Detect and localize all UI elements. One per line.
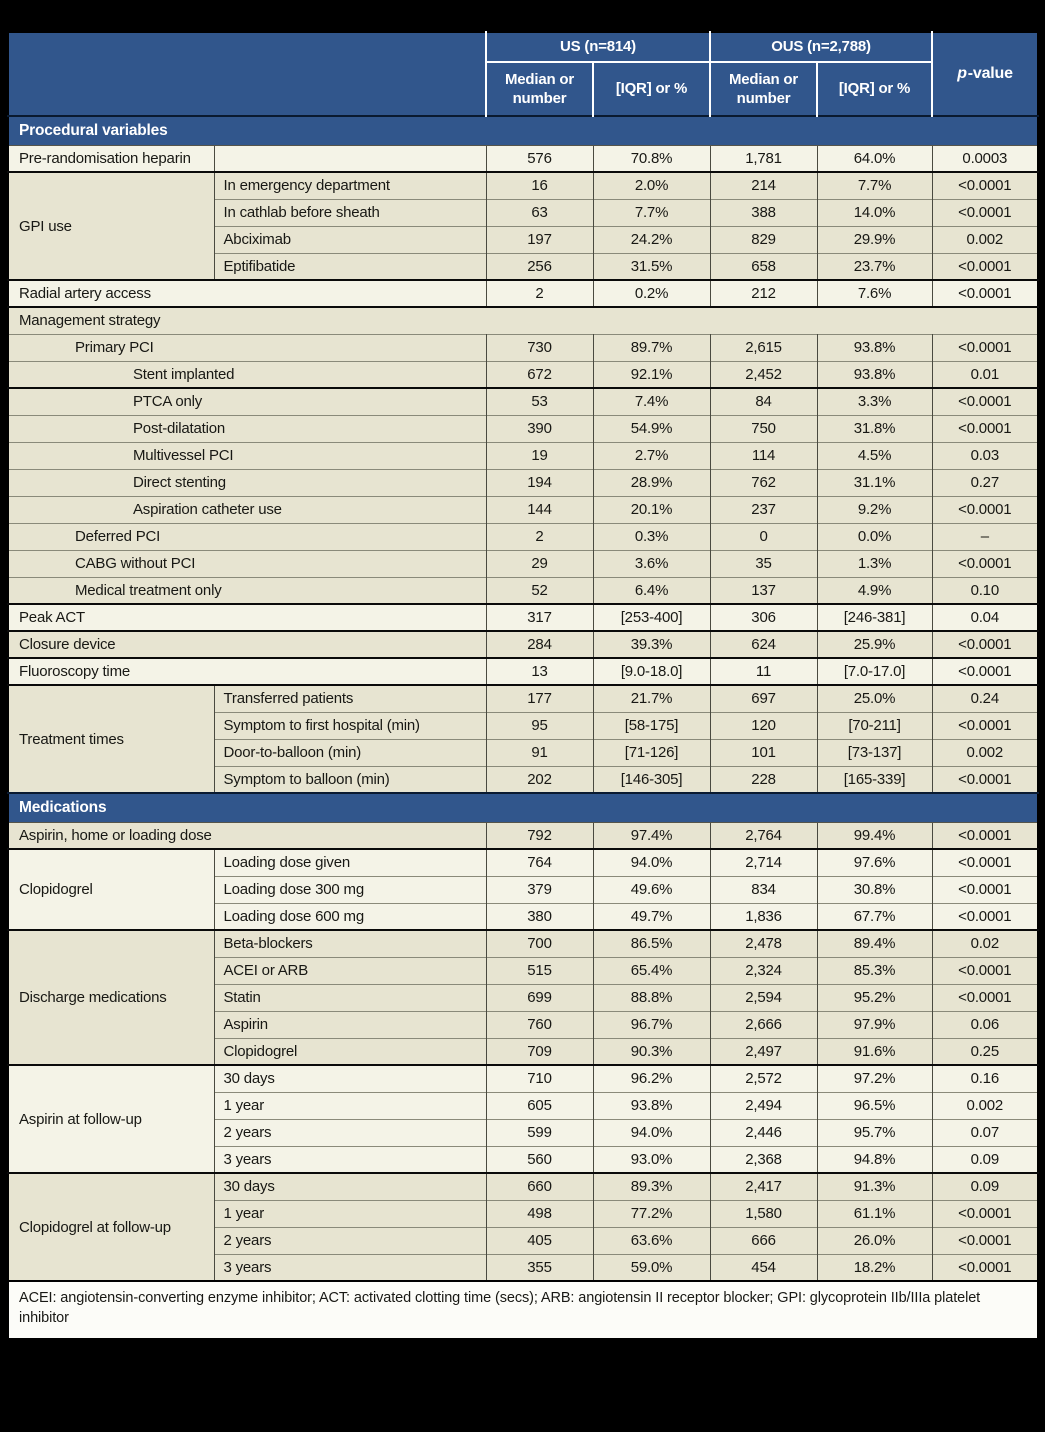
value-cell: 599: [486, 1119, 593, 1146]
value-cell: 829: [710, 226, 817, 253]
value-cell: 0.27: [932, 469, 1038, 496]
value-cell: 101: [710, 739, 817, 766]
row-label: Aspirin, home or loading dose: [8, 822, 486, 849]
value-cell: 97.4%: [593, 822, 710, 849]
value-cell: 70.8%: [593, 145, 710, 172]
value-cell: 0.02: [932, 930, 1038, 957]
value-cell: 31.1%: [817, 469, 932, 496]
value-cell: [73-137]: [817, 739, 932, 766]
value-cell: 63: [486, 199, 593, 226]
table-row: [8, 577, 1038, 604]
row-label: Multivessel PCI: [8, 442, 486, 469]
value-cell: <0.0001: [932, 253, 1038, 280]
row-sublabel: Symptom to balloon (min): [214, 766, 486, 793]
value-cell: 86.5%: [593, 930, 710, 957]
value-cell: 1.3%: [817, 550, 932, 577]
value-cell: 89.4%: [817, 930, 932, 957]
value-cell: 2.7%: [593, 442, 710, 469]
row-label: Deferred PCI: [8, 523, 486, 550]
row-label: Direct stenting: [8, 469, 486, 496]
section-band: [8, 116, 1038, 145]
value-cell: 94.0%: [593, 849, 710, 876]
value-cell: 96.7%: [593, 1011, 710, 1038]
value-cell: 202: [486, 766, 593, 793]
value-cell: 0.0%: [817, 523, 932, 550]
value-cell: <0.0001: [932, 631, 1038, 658]
value-cell: 0.04: [932, 604, 1038, 631]
row-sublabel: 2 years: [214, 1227, 486, 1254]
value-cell: 93.8%: [817, 334, 932, 361]
value-cell: 2.0%: [593, 172, 710, 199]
value-cell: 709: [486, 1038, 593, 1065]
value-cell: 29: [486, 550, 593, 577]
row-sublabel: In cathlab before sheath: [214, 199, 486, 226]
value-cell: 228: [710, 766, 817, 793]
value-cell: <0.0001: [932, 1227, 1038, 1254]
value-cell: 20.1%: [593, 496, 710, 523]
value-cell: 2,714: [710, 849, 817, 876]
value-cell: [146-305]: [593, 766, 710, 793]
value-cell: 0.06: [932, 1011, 1038, 1038]
value-cell: 388: [710, 199, 817, 226]
value-cell: <0.0001: [932, 957, 1038, 984]
value-cell: <0.0001: [932, 1200, 1038, 1227]
value-cell: [9.0-18.0]: [593, 658, 710, 685]
group-label: Treatment times: [8, 685, 214, 793]
value-cell: 379: [486, 876, 593, 903]
row-label: Stent implanted: [8, 361, 486, 388]
value-cell: 25.9%: [817, 631, 932, 658]
value-cell: 0.2%: [593, 280, 710, 307]
table-row: [8, 822, 1038, 849]
value-cell: <0.0001: [932, 199, 1038, 226]
value-cell: 498: [486, 1200, 593, 1227]
value-cell: 0.0003: [932, 145, 1038, 172]
value-cell: 7.6%: [817, 280, 932, 307]
value-cell: 89.3%: [593, 1173, 710, 1200]
value-cell: 214: [710, 172, 817, 199]
value-cell: 660: [486, 1173, 593, 1200]
value-cell: 35: [710, 550, 817, 577]
value-cell: 2,615: [710, 334, 817, 361]
table-row: [8, 361, 1038, 388]
row-sublabel: 30 days: [214, 1065, 486, 1092]
value-cell: 95.2%: [817, 984, 932, 1011]
value-cell: 624: [710, 631, 817, 658]
row-sublabel: Abciximab: [214, 226, 486, 253]
group-label: Aspirin at follow-up: [8, 1065, 214, 1173]
value-cell: 2,478: [710, 930, 817, 957]
value-cell: 750: [710, 415, 817, 442]
value-cell: 2,446: [710, 1119, 817, 1146]
value-cell: [70-211]: [817, 712, 932, 739]
value-cell: 91.3%: [817, 1173, 932, 1200]
row-sublabel: Loading dose 600 mg: [214, 903, 486, 930]
value-cell: 7.7%: [817, 172, 932, 199]
value-cell: <0.0001: [932, 712, 1038, 739]
value-cell: 61.1%: [817, 1200, 932, 1227]
summary-table: [7, 31, 1039, 1340]
value-cell: 49.7%: [593, 903, 710, 930]
value-cell: <0.0001: [932, 903, 1038, 930]
value-cell: 762: [710, 469, 817, 496]
group-label: Discharge medications: [8, 930, 214, 1065]
value-cell: 97.9%: [817, 1011, 932, 1038]
value-cell: 212: [710, 280, 817, 307]
value-cell: 1,836: [710, 903, 817, 930]
value-cell: 19: [486, 442, 593, 469]
value-cell: 67.7%: [817, 903, 932, 930]
value-cell: 0.16: [932, 1065, 1038, 1092]
value-cell: 699: [486, 984, 593, 1011]
value-cell: 23.7%: [817, 253, 932, 280]
value-cell: 710: [486, 1065, 593, 1092]
value-cell: 2,452: [710, 361, 817, 388]
value-cell: <0.0001: [932, 1254, 1038, 1281]
value-cell: 49.6%: [593, 876, 710, 903]
value-cell: [253-400]: [593, 604, 710, 631]
value-cell: 2,497: [710, 1038, 817, 1065]
value-cell: 7.4%: [593, 388, 710, 415]
value-cell: 89.7%: [593, 334, 710, 361]
value-cell: 177: [486, 685, 593, 712]
value-cell: 52: [486, 577, 593, 604]
value-cell: 3.6%: [593, 550, 710, 577]
row-sublabel: Symptom to first hospital (min): [214, 712, 486, 739]
value-cell: <0.0001: [932, 984, 1038, 1011]
value-cell: 672: [486, 361, 593, 388]
value-cell: <0.0001: [932, 550, 1038, 577]
row-sublabel: Transferred patients: [214, 685, 486, 712]
value-cell: 355: [486, 1254, 593, 1281]
value-cell: 144: [486, 496, 593, 523]
value-cell: 29.9%: [817, 226, 932, 253]
value-cell: 256: [486, 253, 593, 280]
section-title: Medications: [8, 793, 1038, 822]
section-band: [8, 793, 1038, 822]
group-title: Management strategy: [8, 307, 1038, 334]
value-cell: 26.0%: [817, 1227, 932, 1254]
row-sublabel: Eptifibatide: [214, 253, 486, 280]
table-row: [8, 469, 1038, 496]
table-row: [8, 685, 1038, 712]
table-row: [8, 496, 1038, 523]
value-cell: 95: [486, 712, 593, 739]
row-label: PTCA only: [8, 388, 486, 415]
footnote-text: ACEI: angiotensin-converting enzyme inhibitor; ACT: activated clotting time (secs); ARB: angiotensin II receptor blocker; GPI: glycoprotein IIb/IIIa platelet inhibitor: [8, 1281, 1038, 1339]
value-cell: <0.0001: [932, 415, 1038, 442]
table-row: [8, 930, 1038, 957]
value-cell: 93.8%: [593, 1092, 710, 1119]
value-cell: 0.002: [932, 739, 1038, 766]
value-cell: 700: [486, 930, 593, 957]
table-row: [8, 523, 1038, 550]
value-cell: 96.5%: [817, 1092, 932, 1119]
table-row: [8, 172, 1038, 199]
value-cell: 2: [486, 280, 593, 307]
group-label: Clopidogrel at follow-up: [8, 1173, 214, 1281]
value-cell: 97.2%: [817, 1065, 932, 1092]
value-cell: 4.9%: [817, 577, 932, 604]
row-sublabel: Clopidogrel: [214, 1038, 486, 1065]
row-sublabel: [214, 145, 486, 172]
row-sublabel: 3 years: [214, 1146, 486, 1173]
header-us-iqr: [IQR] or %: [593, 62, 710, 116]
value-cell: 2,666: [710, 1011, 817, 1038]
value-cell: 114: [710, 442, 817, 469]
table-row: [8, 550, 1038, 577]
row-sublabel: 30 days: [214, 1173, 486, 1200]
value-cell: [71-126]: [593, 739, 710, 766]
row-label: CABG without PCI: [8, 550, 486, 577]
table-row: [8, 1173, 1038, 1200]
table-row: [8, 388, 1038, 415]
row-label: Primary PCI: [8, 334, 486, 361]
row-label: Radial artery access: [8, 280, 486, 307]
value-cell: <0.0001: [932, 172, 1038, 199]
value-cell: 605: [486, 1092, 593, 1119]
p-italic: p: [957, 64, 967, 82]
value-cell: 16: [486, 172, 593, 199]
value-cell: 9.2%: [817, 496, 932, 523]
value-cell: 59.0%: [593, 1254, 710, 1281]
row-sublabel: ACEI or ARB: [214, 957, 486, 984]
value-cell: 194: [486, 469, 593, 496]
p-rest: -value: [967, 64, 1013, 82]
row-label: Medical treatment only: [8, 577, 486, 604]
value-cell: 99.4%: [817, 822, 932, 849]
header-group-row: [8, 32, 1038, 62]
value-cell: 3.3%: [817, 388, 932, 415]
value-cell: 576: [486, 145, 593, 172]
value-cell: 97.6%: [817, 849, 932, 876]
value-cell: 1,781: [710, 145, 817, 172]
value-cell: 666: [710, 1227, 817, 1254]
table-row: [8, 631, 1038, 658]
value-cell: 91: [486, 739, 593, 766]
value-cell: 93.0%: [593, 1146, 710, 1173]
row-sublabel: 1 year: [214, 1092, 486, 1119]
value-cell: 405: [486, 1227, 593, 1254]
value-cell: 2,594: [710, 984, 817, 1011]
header-us-group: US (n=814): [486, 32, 710, 62]
value-cell: 31.8%: [817, 415, 932, 442]
value-cell: 0.002: [932, 1092, 1038, 1119]
value-cell: 730: [486, 334, 593, 361]
value-cell: 380: [486, 903, 593, 930]
value-cell: 658: [710, 253, 817, 280]
value-cell: <0.0001: [932, 388, 1038, 415]
row-sublabel: 1 year: [214, 1200, 486, 1227]
group-label: Clopidogrel: [8, 849, 214, 930]
value-cell: 390: [486, 415, 593, 442]
header-ous-iqr: [IQR] or %: [817, 62, 932, 116]
table-row: [8, 280, 1038, 307]
value-cell: 0.09: [932, 1173, 1038, 1200]
value-cell: 96.2%: [593, 1065, 710, 1092]
row-sublabel: Loading dose given: [214, 849, 486, 876]
value-cell: 13: [486, 658, 593, 685]
table-row: [8, 1065, 1038, 1092]
value-cell: 25.0%: [817, 685, 932, 712]
value-cell: 2,417: [710, 1173, 817, 1200]
row-label: Peak ACT: [8, 604, 486, 631]
value-cell: 18.2%: [817, 1254, 932, 1281]
value-cell: 84: [710, 388, 817, 415]
value-cell: 63.6%: [593, 1227, 710, 1254]
value-cell: –: [932, 523, 1038, 550]
value-cell: 65.4%: [593, 957, 710, 984]
row-sublabel: 3 years: [214, 1254, 486, 1281]
value-cell: 2,324: [710, 957, 817, 984]
value-cell: <0.0001: [932, 280, 1038, 307]
row-label: Fluoroscopy time: [8, 658, 486, 685]
value-cell: 697: [710, 685, 817, 712]
value-cell: 6.4%: [593, 577, 710, 604]
value-cell: 0.03: [932, 442, 1038, 469]
value-cell: 24.2%: [593, 226, 710, 253]
row-label: Post-dilatation: [8, 415, 486, 442]
value-cell: 0: [710, 523, 817, 550]
table-footer: [8, 1281, 1038, 1339]
value-cell: <0.0001: [932, 766, 1038, 793]
value-cell: 28.9%: [593, 469, 710, 496]
value-cell: 11: [710, 658, 817, 685]
value-cell: <0.0001: [932, 334, 1038, 361]
table-row: [8, 442, 1038, 469]
value-cell: 284: [486, 631, 593, 658]
value-cell: 0.07: [932, 1119, 1038, 1146]
value-cell: 1,580: [710, 1200, 817, 1227]
value-cell: <0.0001: [932, 658, 1038, 685]
value-cell: 21.7%: [593, 685, 710, 712]
row-sublabel: In emergency department: [214, 172, 486, 199]
value-cell: 137: [710, 577, 817, 604]
row-sublabel: Loading dose 300 mg: [214, 876, 486, 903]
table-body: [8, 116, 1038, 1281]
value-cell: 39.3%: [593, 631, 710, 658]
row-sublabel: Statin: [214, 984, 486, 1011]
group-label: GPI use: [8, 172, 214, 280]
table-row: [8, 145, 1038, 172]
value-cell: 2,368: [710, 1146, 817, 1173]
value-cell: 93.8%: [817, 361, 932, 388]
group-label: Pre-randomisation heparin: [8, 145, 214, 172]
value-cell: 90.3%: [593, 1038, 710, 1065]
row-sublabel: Door-to-balloon (min): [214, 739, 486, 766]
footnote-row: [8, 1281, 1038, 1339]
value-cell: 7.7%: [593, 199, 710, 226]
value-cell: 94.8%: [817, 1146, 932, 1173]
value-cell: 30.8%: [817, 876, 932, 903]
value-cell: 77.2%: [593, 1200, 710, 1227]
value-cell: 0.25: [932, 1038, 1038, 1065]
value-cell: 54.9%: [593, 415, 710, 442]
row-label: Aspiration catheter use: [8, 496, 486, 523]
header-ous-median: Median or number: [710, 62, 817, 116]
table-row: [8, 604, 1038, 631]
value-cell: 91.6%: [817, 1038, 932, 1065]
row-label: Closure device: [8, 631, 486, 658]
value-cell: <0.0001: [932, 876, 1038, 903]
value-cell: 454: [710, 1254, 817, 1281]
value-cell: 4.5%: [817, 442, 932, 469]
value-cell: [246-381]: [817, 604, 932, 631]
section-title: Procedural variables: [8, 116, 1038, 145]
value-cell: 0.002: [932, 226, 1038, 253]
value-cell: 2,572: [710, 1065, 817, 1092]
value-cell: <0.0001: [932, 822, 1038, 849]
value-cell: 834: [710, 876, 817, 903]
table-row: [8, 849, 1038, 876]
table-row: [8, 334, 1038, 361]
value-cell: 14.0%: [817, 199, 932, 226]
value-cell: 792: [486, 822, 593, 849]
value-cell: 94.0%: [593, 1119, 710, 1146]
value-cell: 53: [486, 388, 593, 415]
value-cell: 64.0%: [817, 145, 932, 172]
table-header: [8, 32, 1038, 116]
value-cell: 760: [486, 1011, 593, 1038]
table-row: [8, 658, 1038, 685]
value-cell: 515: [486, 957, 593, 984]
value-cell: 2: [486, 523, 593, 550]
table-row: [8, 415, 1038, 442]
value-cell: [58-175]: [593, 712, 710, 739]
value-cell: 306: [710, 604, 817, 631]
row-sublabel: Aspirin: [214, 1011, 486, 1038]
value-cell: 764: [486, 849, 593, 876]
value-cell: 237: [710, 496, 817, 523]
header-blank-cell: [8, 32, 486, 116]
value-cell: 317: [486, 604, 593, 631]
value-cell: 120: [710, 712, 817, 739]
group-title-row: [8, 307, 1038, 334]
value-cell: 31.5%: [593, 253, 710, 280]
value-cell: <0.0001: [932, 849, 1038, 876]
value-cell: 85.3%: [817, 957, 932, 984]
value-cell: 560: [486, 1146, 593, 1173]
value-cell: 92.1%: [593, 361, 710, 388]
header-us-median: Median or number: [486, 62, 593, 116]
value-cell: 88.8%: [593, 984, 710, 1011]
value-cell: <0.0001: [932, 496, 1038, 523]
header-ous-group: OUS (n=2,788): [710, 32, 932, 62]
value-cell: 0.01: [932, 361, 1038, 388]
row-sublabel: 2 years: [214, 1119, 486, 1146]
value-cell: 0.09: [932, 1146, 1038, 1173]
value-cell: 0.3%: [593, 523, 710, 550]
header-p-value: [932, 32, 1038, 116]
value-cell: 0.24: [932, 685, 1038, 712]
value-cell: 197: [486, 226, 593, 253]
value-cell: 2,764: [710, 822, 817, 849]
value-cell: 95.7%: [817, 1119, 932, 1146]
value-cell: 2,494: [710, 1092, 817, 1119]
row-sublabel: Beta-blockers: [214, 930, 486, 957]
value-cell: 0.10: [932, 577, 1038, 604]
value-cell: [7.0-17.0]: [817, 658, 932, 685]
value-cell: [165-339]: [817, 766, 932, 793]
